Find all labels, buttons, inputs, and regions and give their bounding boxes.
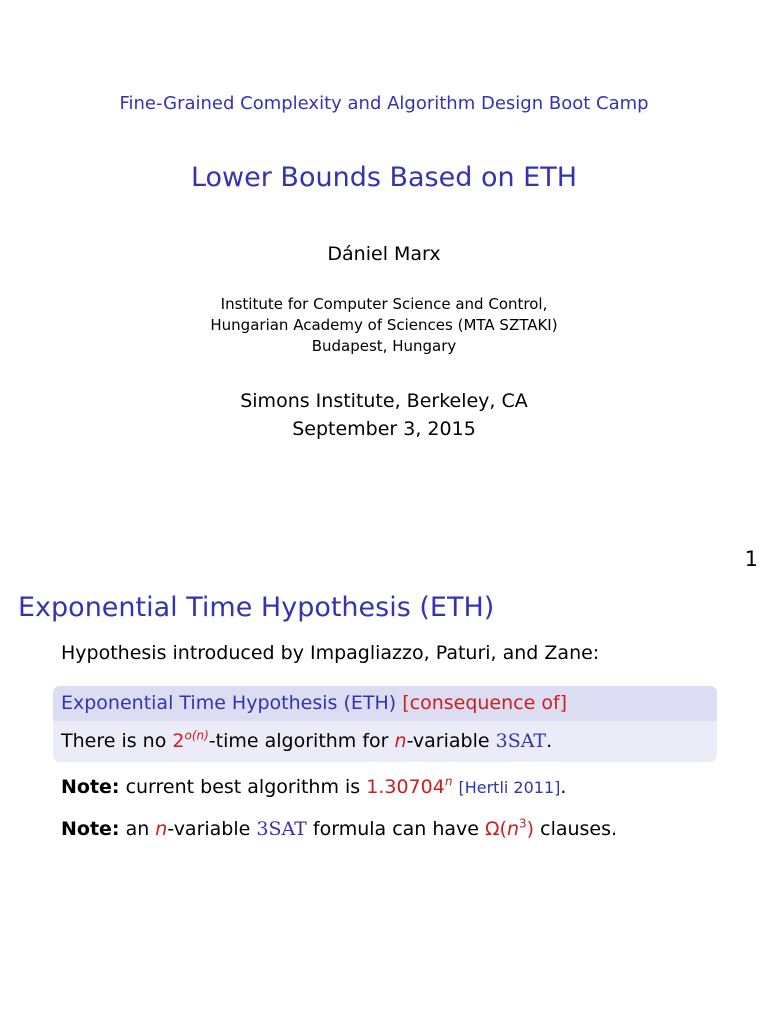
citation: [Hertli 2011] — [458, 778, 561, 797]
problem-3sat: 3SAT — [495, 730, 547, 752]
eth-definition-block — [53, 686, 717, 762]
note2-text4: clauses. — [534, 818, 618, 840]
talk-date: September 3, 2015 — [292, 418, 476, 440]
note2-problem: 3SAT — [256, 818, 307, 840]
block-body — [53, 721, 717, 762]
note-clauses — [61, 818, 617, 840]
body-end: . — [546, 730, 553, 752]
venue: Simons Institute, Berkeley, CA — [240, 390, 528, 412]
omega-var: n — [506, 818, 520, 840]
note2-text2: -variable — [167, 818, 257, 840]
institute-line-2: Hungarian Academy of Sciences (MTA SZTAKI) — [210, 316, 558, 334]
note1-label: Note: — [61, 776, 120, 798]
exp-base — [172, 730, 208, 752]
note1-end: . — [560, 776, 567, 798]
page-number: 1 — [744, 547, 758, 571]
frame-title: Exponential Time Hypothesis (ETH) — [18, 592, 495, 623]
institute-line-1: Institute for Computer Science and Control, — [220, 295, 548, 313]
body-middle: -time algorithm for — [208, 730, 395, 752]
body-suffix: -variable — [406, 730, 496, 752]
note1-text: current best algorithm is — [119, 776, 367, 798]
exp-base-digit: 2 — [172, 730, 185, 752]
omega-expr — [485, 818, 534, 840]
omega-exp: 3 — [519, 816, 527, 831]
omega-open: Ω( — [485, 818, 507, 840]
body-var: n — [394, 730, 407, 752]
omega-close: ) — [526, 818, 535, 840]
author-name: Dániel Marx — [327, 243, 441, 265]
note2-var: n — [155, 818, 168, 840]
note1-value: 1.30704 — [366, 776, 445, 798]
event-name: Fine-Grained Complexity and Algorithm Design Boot Camp — [119, 93, 649, 114]
note2-text1: an — [119, 818, 156, 840]
talk-title: Lower Bounds Based on ETH — [190, 162, 578, 193]
note2-label: Note: — [61, 818, 120, 840]
note1-exponent: n — [444, 774, 453, 789]
institute-line-3: Budapest, Hungary — [311, 337, 457, 355]
body-prefix: There is no — [61, 730, 173, 752]
block-title-tag: [consequence of] — [402, 692, 568, 714]
eth-slide — [0, 580, 768, 1024]
block-title — [53, 686, 717, 721]
note-best-algorithm — [61, 776, 566, 798]
intro-text: Hypothesis introduced by Impagliazzo, Paturi, and Zane: — [61, 642, 600, 664]
note2-text3: formula can have — [306, 818, 486, 840]
exp-exponent: o(n) — [184, 728, 209, 743]
block-title-text: Exponential Time Hypothesis (ETH) — [61, 692, 397, 714]
